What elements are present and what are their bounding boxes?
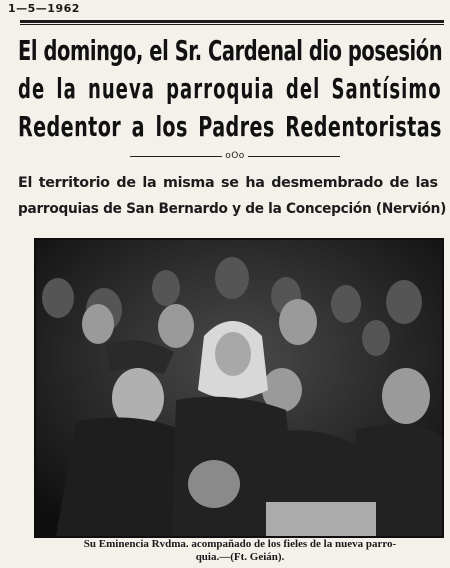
ornament-glyph: oOo — [225, 151, 245, 161]
headline — [18, 32, 442, 146]
photo-caption — [40, 538, 440, 564]
top-rule-thin — [20, 24, 444, 25]
caption-line-1: Su Eminencia Rvdma. acompañado de los fieles de la nueva parro- — [83, 538, 397, 550]
headline-line-1: El domingo, el Sr. Cardenal dio posesión — [18, 34, 443, 67]
date-line: 1—5—1962 — [8, 2, 80, 15]
ornament-bar-left — [130, 156, 222, 157]
ornament-bar-right — [248, 156, 340, 157]
ornament-divider — [130, 150, 340, 162]
caption-line-2: quia.—(Ft. Geián). — [195, 551, 285, 563]
top-rule — [20, 20, 444, 23]
photo-illustration — [36, 240, 442, 536]
headline-line-2: de la nueva parroquia del Santísimo — [18, 72, 442, 105]
subhead-line-2: parroquias de San Bernardo y de la Concepción (Nervión) — [18, 201, 447, 217]
subhead-line-1: El territorio de la misma se ha desmembrado de las — [18, 175, 438, 191]
subheadline — [18, 170, 446, 222]
news-photo — [34, 238, 444, 538]
headline-line-3: Redentor a los Padres Redentoristas — [18, 110, 442, 143]
